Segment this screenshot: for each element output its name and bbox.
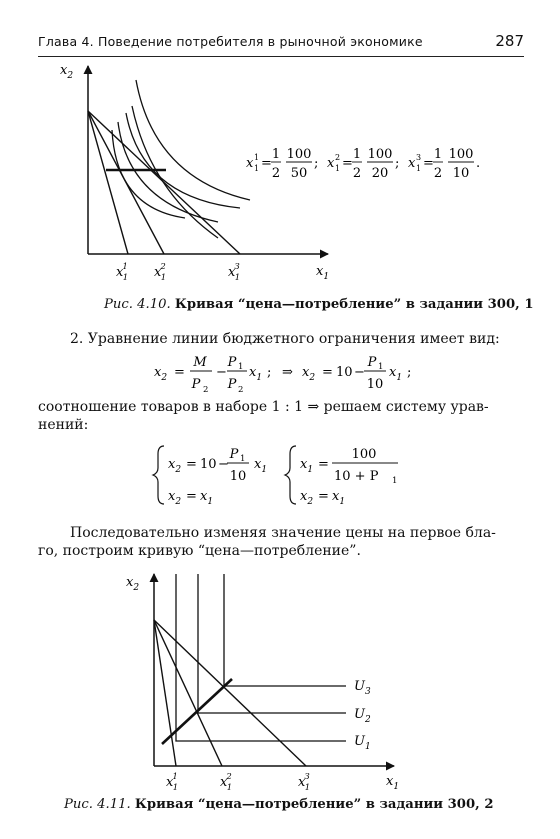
svg-text:1: 1 xyxy=(335,164,341,173)
curve-label-u1: $U_1$ xyxy=(354,734,371,752)
svg-text:⇒: ⇒ xyxy=(282,365,293,380)
svg-text:1: 1 xyxy=(378,362,384,372)
paragraph-line: Последовательно изменяя значение цены на первое бла- xyxy=(70,525,496,541)
svg-text:3: 3 xyxy=(416,153,422,162)
paragraph-construction xyxy=(38,524,524,560)
formula-term-1 xyxy=(246,147,318,181)
svg-text:100: 100 xyxy=(448,147,474,162)
curve-label-u2: $U_2$ xyxy=(354,707,371,725)
indifference-curve-u1 xyxy=(176,574,346,741)
svg-text:−: − xyxy=(218,457,229,472)
paragraph-line: соотношение товаров в наборе 1 : 1 ⇒ решаем систему урав- xyxy=(38,399,489,415)
svg-text:1: 1 xyxy=(240,454,246,464)
paragraph-line: го, построим кривую “цена—потребление”. xyxy=(38,543,361,559)
svg-text:x1: $x_1$ xyxy=(254,457,268,475)
svg-text:100: 100 xyxy=(351,447,377,462)
svg-text:1: 1 xyxy=(271,147,281,162)
svg-text:x2: $x_2$ xyxy=(300,489,314,507)
caption-label: Рис. 4.10. xyxy=(104,297,171,312)
tick-x1-1: x1 1 xyxy=(116,262,129,283)
svg-text:2: 2 xyxy=(203,385,209,394)
budget-equation xyxy=(150,350,480,394)
svg-text:=: = xyxy=(423,156,434,171)
svg-text:1: 1 xyxy=(238,362,244,372)
svg-text:10: 10 xyxy=(336,365,353,380)
svg-text:2: 2 xyxy=(238,385,244,394)
svg-text:x2: $x_2$ xyxy=(168,489,182,507)
svg-text:100: 100 xyxy=(286,147,312,162)
svg-text:10: 10 xyxy=(452,166,470,181)
svg-text:P: P xyxy=(229,447,239,462)
svg-text:x1: $x_1$ xyxy=(332,489,346,507)
svg-text:2: 2 xyxy=(352,166,362,181)
indifference-curve-u3 xyxy=(224,574,346,686)
figure-4-11-caption xyxy=(64,797,494,812)
svg-text:P: P xyxy=(227,355,237,370)
svg-text:=: = xyxy=(186,457,197,472)
svg-text:2: 2 xyxy=(433,166,443,181)
svg-text:100: 100 xyxy=(367,147,393,162)
svg-text:x2: $x_2$ xyxy=(154,365,168,383)
formula-term-2 xyxy=(327,147,399,181)
indifference-curve-u2 xyxy=(198,574,346,713)
svg-text:1: 1 xyxy=(254,164,260,173)
svg-text:50: 50 xyxy=(290,166,308,181)
formula-term-3 xyxy=(408,147,480,181)
caption-title: Кривая “цена—потребление” в задании 300, 2 xyxy=(134,797,494,812)
svg-text:;: ; xyxy=(314,156,319,171)
svg-text:x2: $x_2$ xyxy=(168,457,182,475)
svg-text:x: x xyxy=(408,156,416,171)
svg-text:2: 2 xyxy=(271,166,281,181)
svg-text:;: ; xyxy=(267,365,272,380)
svg-text:1: 1 xyxy=(254,153,260,162)
curve-label-u3: $U_3$ xyxy=(354,679,371,697)
budget-line-3 xyxy=(154,620,306,766)
svg-text:=: = xyxy=(186,489,197,504)
tick-x1-1: x1 1 xyxy=(166,772,179,793)
equation-system xyxy=(150,440,450,510)
paragraph-system-intro xyxy=(38,398,524,434)
budget-line-2 xyxy=(154,620,222,766)
svg-text:=: = xyxy=(261,156,272,171)
svg-text:2: 2 xyxy=(335,153,341,162)
svg-text:x1: $x_1$ xyxy=(200,489,214,507)
figure-4-11 xyxy=(110,566,430,794)
caption-label: Рис. 4.11. xyxy=(64,797,131,812)
svg-text:;: ; xyxy=(395,156,400,171)
svg-text:P: P xyxy=(191,377,201,392)
y-axis-label: $x_2$ xyxy=(126,575,140,593)
figure-4-10-caption xyxy=(104,297,534,312)
page-header xyxy=(38,34,524,57)
price-consumption-curve xyxy=(162,679,232,744)
svg-text:=: = xyxy=(318,489,329,504)
svg-text:x: x xyxy=(327,156,335,171)
svg-text:=: = xyxy=(318,457,329,472)
budget-line-1 xyxy=(88,111,128,254)
svg-text:P: P xyxy=(227,377,237,392)
svg-text:;: ; xyxy=(407,365,412,380)
svg-text:P: P xyxy=(367,355,377,370)
svg-text:1: 1 xyxy=(416,164,422,173)
svg-text:x1: $x_1$ xyxy=(300,457,314,475)
paragraph-budget-intro: 2. Уравнение линии бюджетного ограничения имеет вид: xyxy=(70,331,500,347)
svg-text:=: = xyxy=(174,365,185,380)
svg-text:x: x xyxy=(246,156,254,171)
svg-text:10 + P: 10 + P xyxy=(334,469,379,484)
tick-x1-2: x2 1 xyxy=(154,262,167,283)
svg-text:.: . xyxy=(476,156,481,171)
figure-4-10 xyxy=(40,58,530,288)
y-axis-label: $x_2$ xyxy=(60,63,74,81)
svg-text:x1: $x_1$ xyxy=(389,365,403,383)
svg-text:10: 10 xyxy=(229,469,247,484)
svg-text:=: = xyxy=(322,365,333,380)
fig1-formula xyxy=(246,147,480,181)
indifference-curve-5 xyxy=(136,80,250,200)
budget-line-1 xyxy=(154,620,176,766)
tick-x1-3: x3 1 xyxy=(228,262,241,283)
svg-text:10: 10 xyxy=(366,377,384,392)
svg-text:20: 20 xyxy=(371,166,389,181)
x-axis-label: $x_1$ xyxy=(386,774,400,792)
svg-text:1: 1 xyxy=(433,147,443,162)
tick-x1-3: x3 1 xyxy=(298,772,311,793)
tick-x1-2: x2 1 xyxy=(220,772,233,793)
svg-text:10: 10 xyxy=(200,457,217,472)
svg-text:x2: $x_2$ xyxy=(302,365,316,383)
svg-text:=: = xyxy=(342,156,353,171)
caption-title: Кривая “цена—потребление” в задании 300, 1 xyxy=(174,297,534,312)
svg-text:M: M xyxy=(193,355,207,370)
svg-text:x1: $x_1$ xyxy=(249,365,263,383)
svg-text:−: − xyxy=(354,365,365,380)
paragraph-line: нений: xyxy=(38,417,89,433)
indifference-curve-3 xyxy=(126,113,240,208)
chapter-title: Глава 4. Поведение потребителя в рыночной экономике xyxy=(38,34,423,49)
page-number: 287 xyxy=(495,32,524,50)
svg-text:1: 1 xyxy=(392,476,398,486)
x-axis-label: $x_1$ xyxy=(316,264,330,282)
svg-text:−: − xyxy=(216,365,227,380)
svg-text:1: 1 xyxy=(352,147,362,162)
